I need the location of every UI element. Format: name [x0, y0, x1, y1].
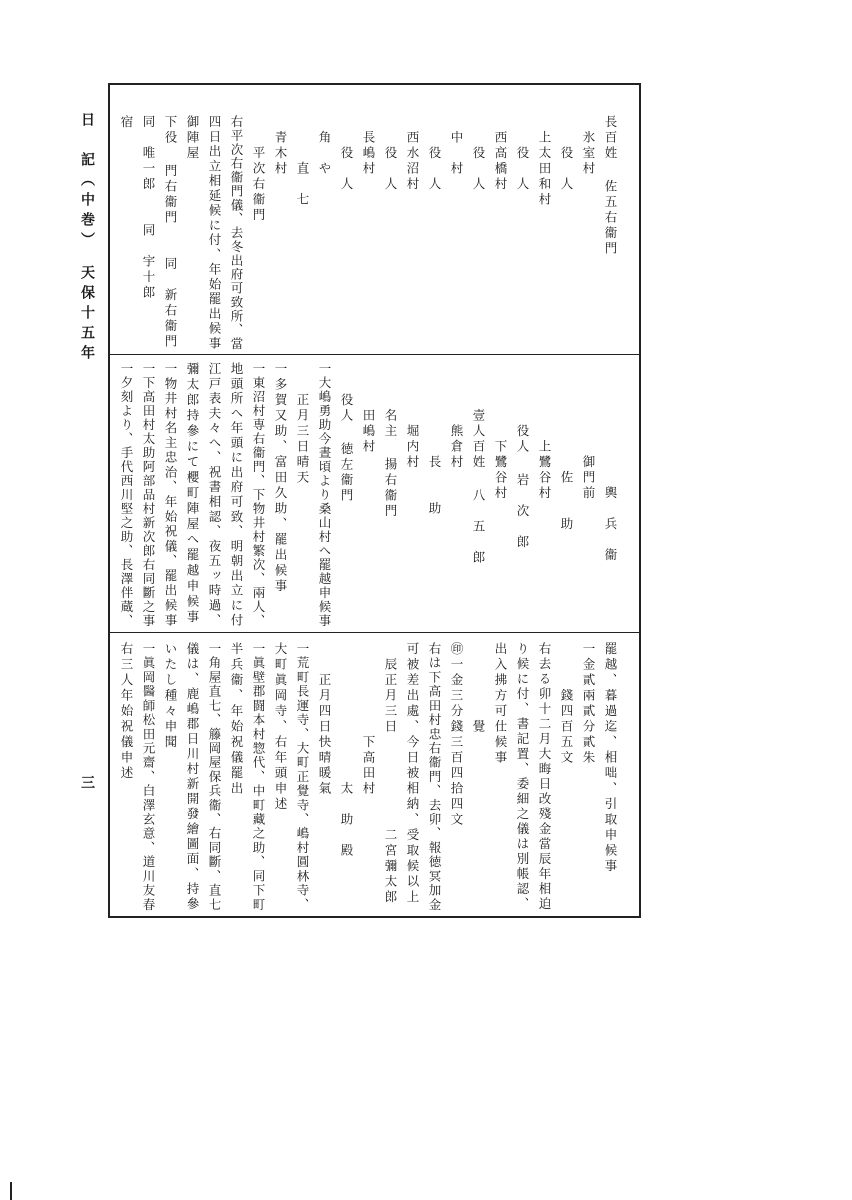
text-column: 青木村 — [273, 115, 288, 177]
text-column: 一金貳兩貳分貳朱 — [581, 642, 596, 766]
text-column: 右は下高田村忠右衞門、去卯、報徳冥加金 — [427, 642, 442, 912]
text-column: 一東沼村専右衞門、下物井村繁次、兩人、 — [251, 362, 266, 628]
text-column: 役 人 — [427, 115, 442, 193]
text-column: 名主 揚右衞門 — [383, 362, 398, 520]
text-column: 御門前 — [581, 362, 596, 502]
text-column: 宿 — [119, 115, 134, 131]
text-column: 下高田村 — [361, 642, 376, 797]
text-column: 正月三日晴天 — [295, 362, 310, 486]
text-column: 西水沼村 — [405, 115, 420, 193]
page-number: 三 — [79, 775, 95, 790]
text-column: 覺 — [471, 642, 486, 735]
text-column: 錢四百五文 — [559, 642, 574, 766]
text-column: 右平次右衞門儀、去冬出府可致所、當 — [229, 115, 244, 351]
text-column: 一眞壁郡闘本村惣代、中町藏之助、同下町 — [251, 642, 266, 912]
text-column: 一多賀又助、富田久助、罷出候事 — [273, 362, 288, 595]
text-column: 役 人 — [383, 115, 398, 193]
text-column: 長 助 — [427, 362, 442, 517]
text-column: 右去る卯十二月大晦日改殘金當辰年相迫 — [537, 642, 552, 912]
running-header: 日 記（中巻） 天保十五年 — [79, 112, 95, 365]
text-column: 辰正月三日 二宮彌太郎 — [383, 642, 398, 906]
text-column: 役人 岩 次 郎 — [515, 362, 530, 551]
text-column: 平次右衞門 — [251, 115, 266, 224]
text-column: 直 七 — [295, 115, 310, 208]
text-column: 役 人 — [559, 115, 574, 193]
text-column: 中 村 — [449, 115, 464, 177]
text-column: いたし種々申聞 — [163, 642, 178, 751]
edge-mark — [10, 1182, 12, 1200]
text-column: 役 人 — [515, 115, 530, 193]
text-column: 佐 助 — [559, 362, 574, 533]
text-column: 堀内村 — [405, 362, 420, 471]
text-column: 一下高田村太助阿部品村新次郎右同斷之事 — [141, 362, 156, 628]
text-column: 氷室村 — [581, 115, 596, 177]
text-column: 役 人 — [471, 115, 486, 193]
text-column: 同 唯一郎 同 宇十郎 — [141, 115, 156, 301]
text-column: 御陣屋 — [185, 115, 200, 162]
text-column: 役 人 — [339, 115, 354, 193]
text-column: 江戸表夫々へ、祝書相認、夜五ッ時過、 — [207, 362, 222, 629]
text-column: 西高橋村 — [493, 115, 508, 193]
text-column: 四日出立相延候に付、年始罷出候事 — [207, 115, 222, 351]
text-column: 右三人年始祝儀申述 — [119, 642, 134, 782]
text-column: 一夕刻より、手代西川堅之助、長澤伴蔵、 — [119, 362, 134, 628]
text-column: 熊倉村 — [449, 362, 464, 471]
text-column: 一物井村名主忠治、年始祝儀、罷出候事 — [163, 362, 178, 629]
text-column: 一大嶋勇助今晝頃より桑山村へ罷越申候事 — [317, 362, 332, 628]
text-column: 出入拂方可仕候事 — [493, 642, 508, 766]
text-column: 下役 門右衞門 同 新右衞門 — [163, 115, 178, 350]
text-column: 一角屋直七、籐岡屋保兵衞、右同斷、直七 — [207, 642, 222, 912]
text-column: 上太田和村 — [537, 115, 552, 208]
text-column: 下鷺谷村 — [493, 362, 508, 502]
text-column: 地頭所へ年頭に出府可致、明朝出立に付 — [229, 362, 244, 629]
text-column: 一荒町長運寺、大町正覺寺、嶋村圓林寺、 — [295, 642, 310, 912]
text-column: 角 や — [317, 115, 332, 177]
text-column: 長百姓 佐五右衞門 — [603, 115, 618, 257]
text-column: 正月四日快晴暖氣 — [317, 642, 332, 797]
text-column: 長嶋村 — [361, 115, 376, 177]
section-divider-1 — [110, 354, 639, 355]
text-column: 壹人百姓 八 五 郎 — [471, 362, 486, 566]
text-column: 田嶋村 — [361, 362, 376, 455]
text-column: 大町眞岡寺、右年頭申述 — [273, 642, 288, 813]
text-column: ㊞一金三分錢三百四拾四文 — [449, 642, 464, 828]
text-column: 彌太郎持參にて櫻町陣屋へ罷越申候事 — [185, 362, 200, 626]
text-column: 太 助 殿 — [339, 642, 354, 859]
text-column: 可被差出處、今日被相納、受取候以上 — [405, 642, 420, 906]
text-column: 一眞岡醫師松田元齋、白澤玄意、道川友春 — [141, 642, 156, 912]
text-column: 儀は、鹿嶋郡日川村新開發繪圖面、持參 — [185, 642, 200, 912]
section-divider-2 — [110, 632, 639, 633]
text-column: 輿 兵 衞 — [603, 362, 618, 564]
text-column: り候に付、書記置、委細之儀は別帳認、 — [515, 642, 530, 912]
text-column: 上鷺谷村 — [537, 362, 552, 502]
text-column: 半兵衞、年始祝儀罷出 — [229, 642, 244, 797]
text-column: 役人 徳左衞門 — [339, 362, 354, 504]
text-column: 罷越、暮過迄、相咄、引取申候事 — [603, 642, 618, 875]
